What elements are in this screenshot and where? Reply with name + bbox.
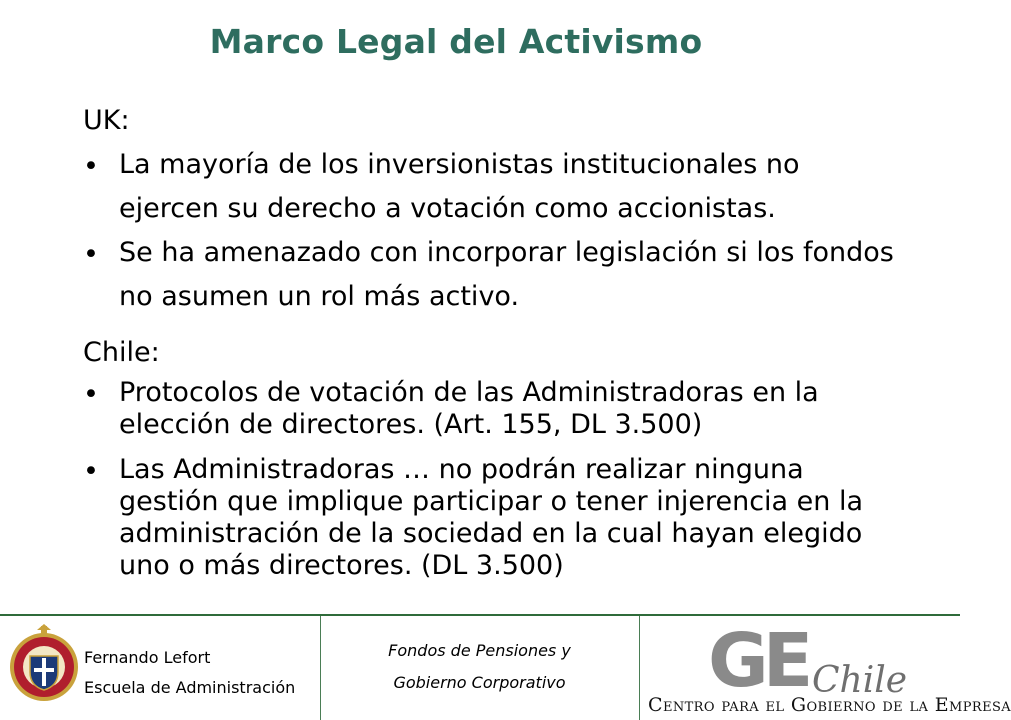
author-name: Fernando Lefort (84, 648, 211, 667)
university-crest-icon (8, 622, 80, 712)
logo-mark: GE (708, 618, 808, 704)
organization-name (648, 694, 1011, 716)
bullet-uk-2 (83, 231, 903, 319)
logo-chile-text: Chile (812, 660, 908, 701)
bullet-text: Protocolos de votación de las Administradoras en la elección de directores. (Art. 155, DL 3.500) (119, 377, 819, 440)
section-heading-uk: UK: (83, 105, 130, 136)
bullet-text: La mayoría de los inversionistas institucionales no ejercen su derecho a votación como accionistas. (119, 149, 800, 224)
bullet-chile-1 (83, 377, 903, 441)
footer-divider (320, 616, 321, 720)
bullet-dot: • (83, 239, 99, 270)
slide-title: Marco Legal del Activismo (209, 22, 703, 61)
section-heading-chile: Chile: (83, 337, 160, 368)
bullet-text: Las Administradoras … no podrán realizar ninguna gestión que implique participar o tener injerencia en la administración de la sociedad en la cual hayan elegido uno o más directores. (DL 3.500) (119, 454, 864, 581)
course-title-line2: Gobierno Corporativo (393, 673, 566, 692)
footer-rule (0, 614, 960, 616)
bullet-dot: • (83, 151, 99, 182)
author-school: Escuela de Administración (84, 678, 296, 697)
ge-chile-logo (700, 618, 908, 704)
course-title-line1: Fondos de Pensiones y (388, 641, 571, 660)
footer-divider (639, 616, 640, 720)
bullet-chile-2 (83, 454, 903, 582)
bullet-dot: • (83, 456, 99, 487)
bullet-uk-1 (83, 143, 903, 231)
bullet-text: Se ha amenazado con incorporar legislación si los fondos no asumen un rol más activo. (119, 237, 894, 312)
bullet-dot: • (83, 379, 99, 410)
organization-name-text: Centro para el Gobierno de la Empresa (648, 694, 1011, 716)
